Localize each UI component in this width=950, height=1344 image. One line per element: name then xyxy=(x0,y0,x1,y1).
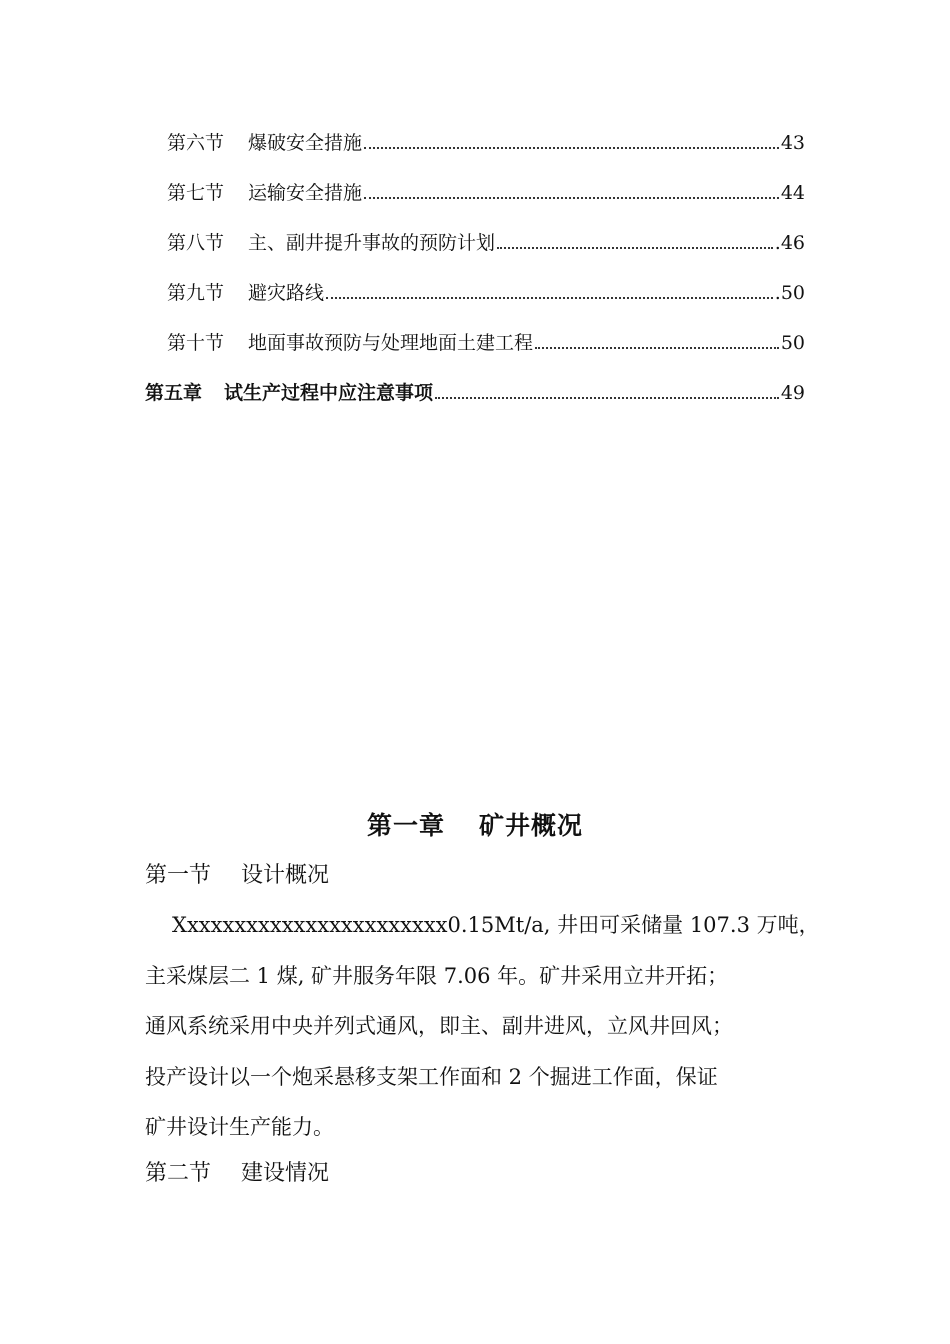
toc-row[interactable] xyxy=(145,328,805,378)
toc-section-number: 第九节 xyxy=(167,282,225,304)
toc-row[interactable] xyxy=(145,228,805,278)
toc-dot-leader xyxy=(326,296,773,299)
toc-dot-leader xyxy=(435,396,779,399)
toc-section-title: 避灾路线 xyxy=(248,282,325,304)
section-heading-design xyxy=(145,858,329,889)
toc-page-number: 43 xyxy=(780,132,805,154)
section-number: 第二节 xyxy=(145,1161,212,1186)
toc-row[interactable] xyxy=(145,178,805,228)
toc-section-number: 第七节 xyxy=(167,182,225,204)
toc-page-number: .46 xyxy=(774,232,805,254)
toc-chapter-number: 第五章 xyxy=(145,382,203,404)
toc-section-number: 第八节 xyxy=(167,232,225,254)
toc-page-number: 49 xyxy=(780,382,805,404)
body-line: 主采煤层二 1 煤, 矿井服务年限 7.06 年。矿井采用立井开拓； xyxy=(145,963,729,988)
toc-row[interactable] xyxy=(145,278,805,328)
section-title: 建设情况 xyxy=(241,1161,330,1186)
toc-section-number: 第六节 xyxy=(167,132,225,154)
toc-page-number: 50 xyxy=(780,332,805,354)
section-heading-construction xyxy=(145,1156,329,1187)
body-line: 通风系统采用中央并列式通风，即主、副井进风，立风井回风； xyxy=(145,1014,733,1038)
table-of-contents xyxy=(145,128,805,428)
toc-chapter-row[interactable] xyxy=(145,378,805,428)
section-number: 第一节 xyxy=(145,863,212,888)
chapter-title: 矿井概况 xyxy=(479,811,584,840)
toc-section-title: 主、副井提升事故的预防计划 xyxy=(248,232,496,254)
toc-dot-leader xyxy=(364,146,779,149)
toc-section-title: 地面事故预防与处理地面土建工程 xyxy=(248,332,534,354)
toc-section-title: 爆破安全措施 xyxy=(248,132,363,154)
toc-page-number: .50 xyxy=(774,282,805,304)
toc-dot-leader xyxy=(535,346,779,349)
chapter-heading xyxy=(0,806,950,842)
toc-chapter-title: 试生产过程中应注意事项 xyxy=(224,382,434,404)
toc-dot-leader xyxy=(497,246,773,249)
body-paragraph xyxy=(145,900,835,1153)
body-line: 投产设计以一个炮采悬移支架工作面和 2 个掘进工作面，保证 xyxy=(145,1064,718,1089)
chapter-number: 第一章 xyxy=(366,811,445,840)
toc-section-number: 第十节 xyxy=(167,332,225,354)
toc-page-number: 44 xyxy=(780,182,805,204)
toc-section-title: 运输安全措施 xyxy=(248,182,363,204)
toc-dot-leader xyxy=(364,196,779,199)
body-line: 矿井设计生产能力。 xyxy=(145,1115,334,1139)
section-title: 设计概况 xyxy=(241,863,330,888)
toc-row[interactable] xyxy=(145,128,805,178)
body-line: Xxxxxxxxxxxxxxxxxxxxxxx0.15Mt/a, 井田可采储量 107.3 万吨， xyxy=(172,913,820,937)
